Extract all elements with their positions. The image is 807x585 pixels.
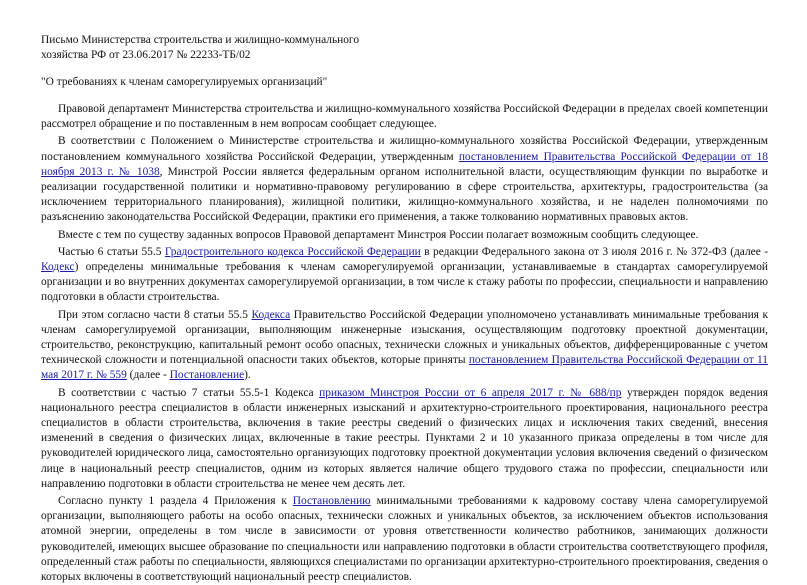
document-subject: "О требованиях к членам саморегулируемых организаций" — [41, 76, 328, 88]
document-body — [41, 102, 768, 585]
paragraph-text: ) определены минимальные требования к членам саморегулируемой организации, устанавливаемые в стандартах саморегулируемой организации и во внутренних документах саморегулируемой организации, в том числе к стажу работы по профессии, специальности и направлению подготовки в области строительства. — [41, 261, 768, 304]
paragraph-text: утвержден порядок ведения национального реестра специалистов в области инженерных изысканий и архитектурно-строительного проектирования, национального реестра специалистов в области строительства, включения в такие реестры сведений о физических лицах и исключения таких сведений, внесения изменений в сведения о физических лицах, включенные в такие реестры. Пунктами 2 и 10 указанного приказа определены в том числе для руководителей юридического лица, самостоятельно организующих подготовку проектной документации условия включения сведений о физическом лице в национальный реестр специалистов, одним из которых является наличие общего трудового стажа по профессии, специальности или направлению подготовки в области строительства не менее чем десять лет. — [41, 386, 768, 490]
paragraph — [41, 245, 768, 306]
document-link[interactable]: приказом Минстроя России от 6 апреля 2017 г. № 688/пр — [319, 386, 622, 399]
paragraph — [41, 494, 768, 585]
document-link[interactable]: постановлением Правительства Российской Федерации от 18 ноября 2013 г. № 1038 — [41, 150, 768, 178]
document-link[interactable]: Кодекс — [41, 261, 75, 274]
paragraph-text: минимальными требованиями к кадровому составу члена саморегулируемой организации, выполняющего работы на особо опасных, технически сложных и уникальных объектов, за исключением объектов использования атомной энергии, определены в том числе в зависимости от уровня ответственности количество работников, занимающих должности руководителей, имеющих высшее образование по специальности или направлению подготовки в области строительства соответствующего профиля, определенный стаж работы по специальности, являющихся специалистами по организации архитектурно-строительного проектирования, сведения о которых включены в соответствующий национальный реестр специалистов. — [41, 495, 768, 584]
paragraph-text: (далее - — [126, 369, 170, 382]
paragraph-text: Правовой департамент Министерства строительства и жилищно-коммунального хозяйства Российской Федерации в пределах своей компетенции рассмотрел обращение и по поставленным в нем вопросам сообщает следующее. — [41, 103, 768, 131]
paragraph — [41, 386, 768, 492]
paragraph-text: в редакции Федерального закона от 3 июля 2016 г. № 372-ФЗ (далее - — [420, 245, 769, 258]
paragraph-text: , Минстрой России является федеральным органом исполнительной власти, осуществляющим функции по выработке и реализации государственной политики и нормативно-правовому регулированию в сфере строительства, архитектуры, градостроительства (за исключением территориального планирования), жилищной политики, жилищно-коммунального хозяйства, и не наделен полномочиями по разъяснению законодательства Российской Федерации, практики его применения, а также толкованию нормативных правовых актов. — [41, 165, 768, 224]
paragraph-text: Частью 6 статьи 55.5 — [58, 245, 165, 258]
document-link[interactable]: постановлением Правительства Российской Федерации от 11 мая 2017 г. № 559 — [41, 354, 768, 382]
paragraph-text: В соответствии с частью 7 статьи 55.5-1 Кодекса — [58, 386, 320, 399]
paragraph — [41, 102, 768, 132]
document-page — [41, 33, 768, 585]
document-link[interactable]: Градостроительного кодекса Российской Федерации — [164, 245, 421, 258]
document-link[interactable]: Кодекса — [251, 308, 291, 321]
paragraph — [41, 228, 768, 243]
document-link[interactable]: Постановлению — [292, 495, 371, 508]
paragraph-text: Согласно пункту 1 раздела 4 Приложения к — [58, 495, 293, 508]
paragraph — [41, 134, 768, 225]
document-title — [41, 33, 768, 63]
paragraph-text: При этом согласно части 8 статьи 55.5 — [58, 308, 252, 321]
document-title-line-2: хозяйства РФ от 23.06.2017 № 22233-ТБ/02 — [41, 49, 251, 61]
paragraph-text: В соответствии с Положением о Министерстве строительства и жилищно-коммунального хозяйства Российской Федерации, утвержденным постановлением коммунального хозяйства Российской Федерации, утвержденным — [41, 135, 768, 163]
paragraph-text: Правительство Российской Федерации уполномочено устанавливать минимальные требования к членам саморегулируемой организации, выполняющим инженерные изыскания, осуществляющим подготовку проектной документации, строительство, реконструкцию, капитальный ремонт особо опасных, технически сложных и уникальных объектов, дифференцированные с учетом технической сложности и потенциальной опасности таких объектов, которые приняты — [41, 308, 768, 367]
paragraph-text: ). — [244, 369, 251, 382]
document-title-line-1: Письмо Министерства строительства и жилищно-коммунального — [41, 34, 360, 46]
paragraph-text: Вместе с тем по существу заданных вопросов Правовой департамент Минстроя России полагает возможным сообщить следующее. — [58, 228, 699, 241]
paragraph — [41, 308, 768, 384]
document-link[interactable]: Постановление — [169, 369, 245, 382]
